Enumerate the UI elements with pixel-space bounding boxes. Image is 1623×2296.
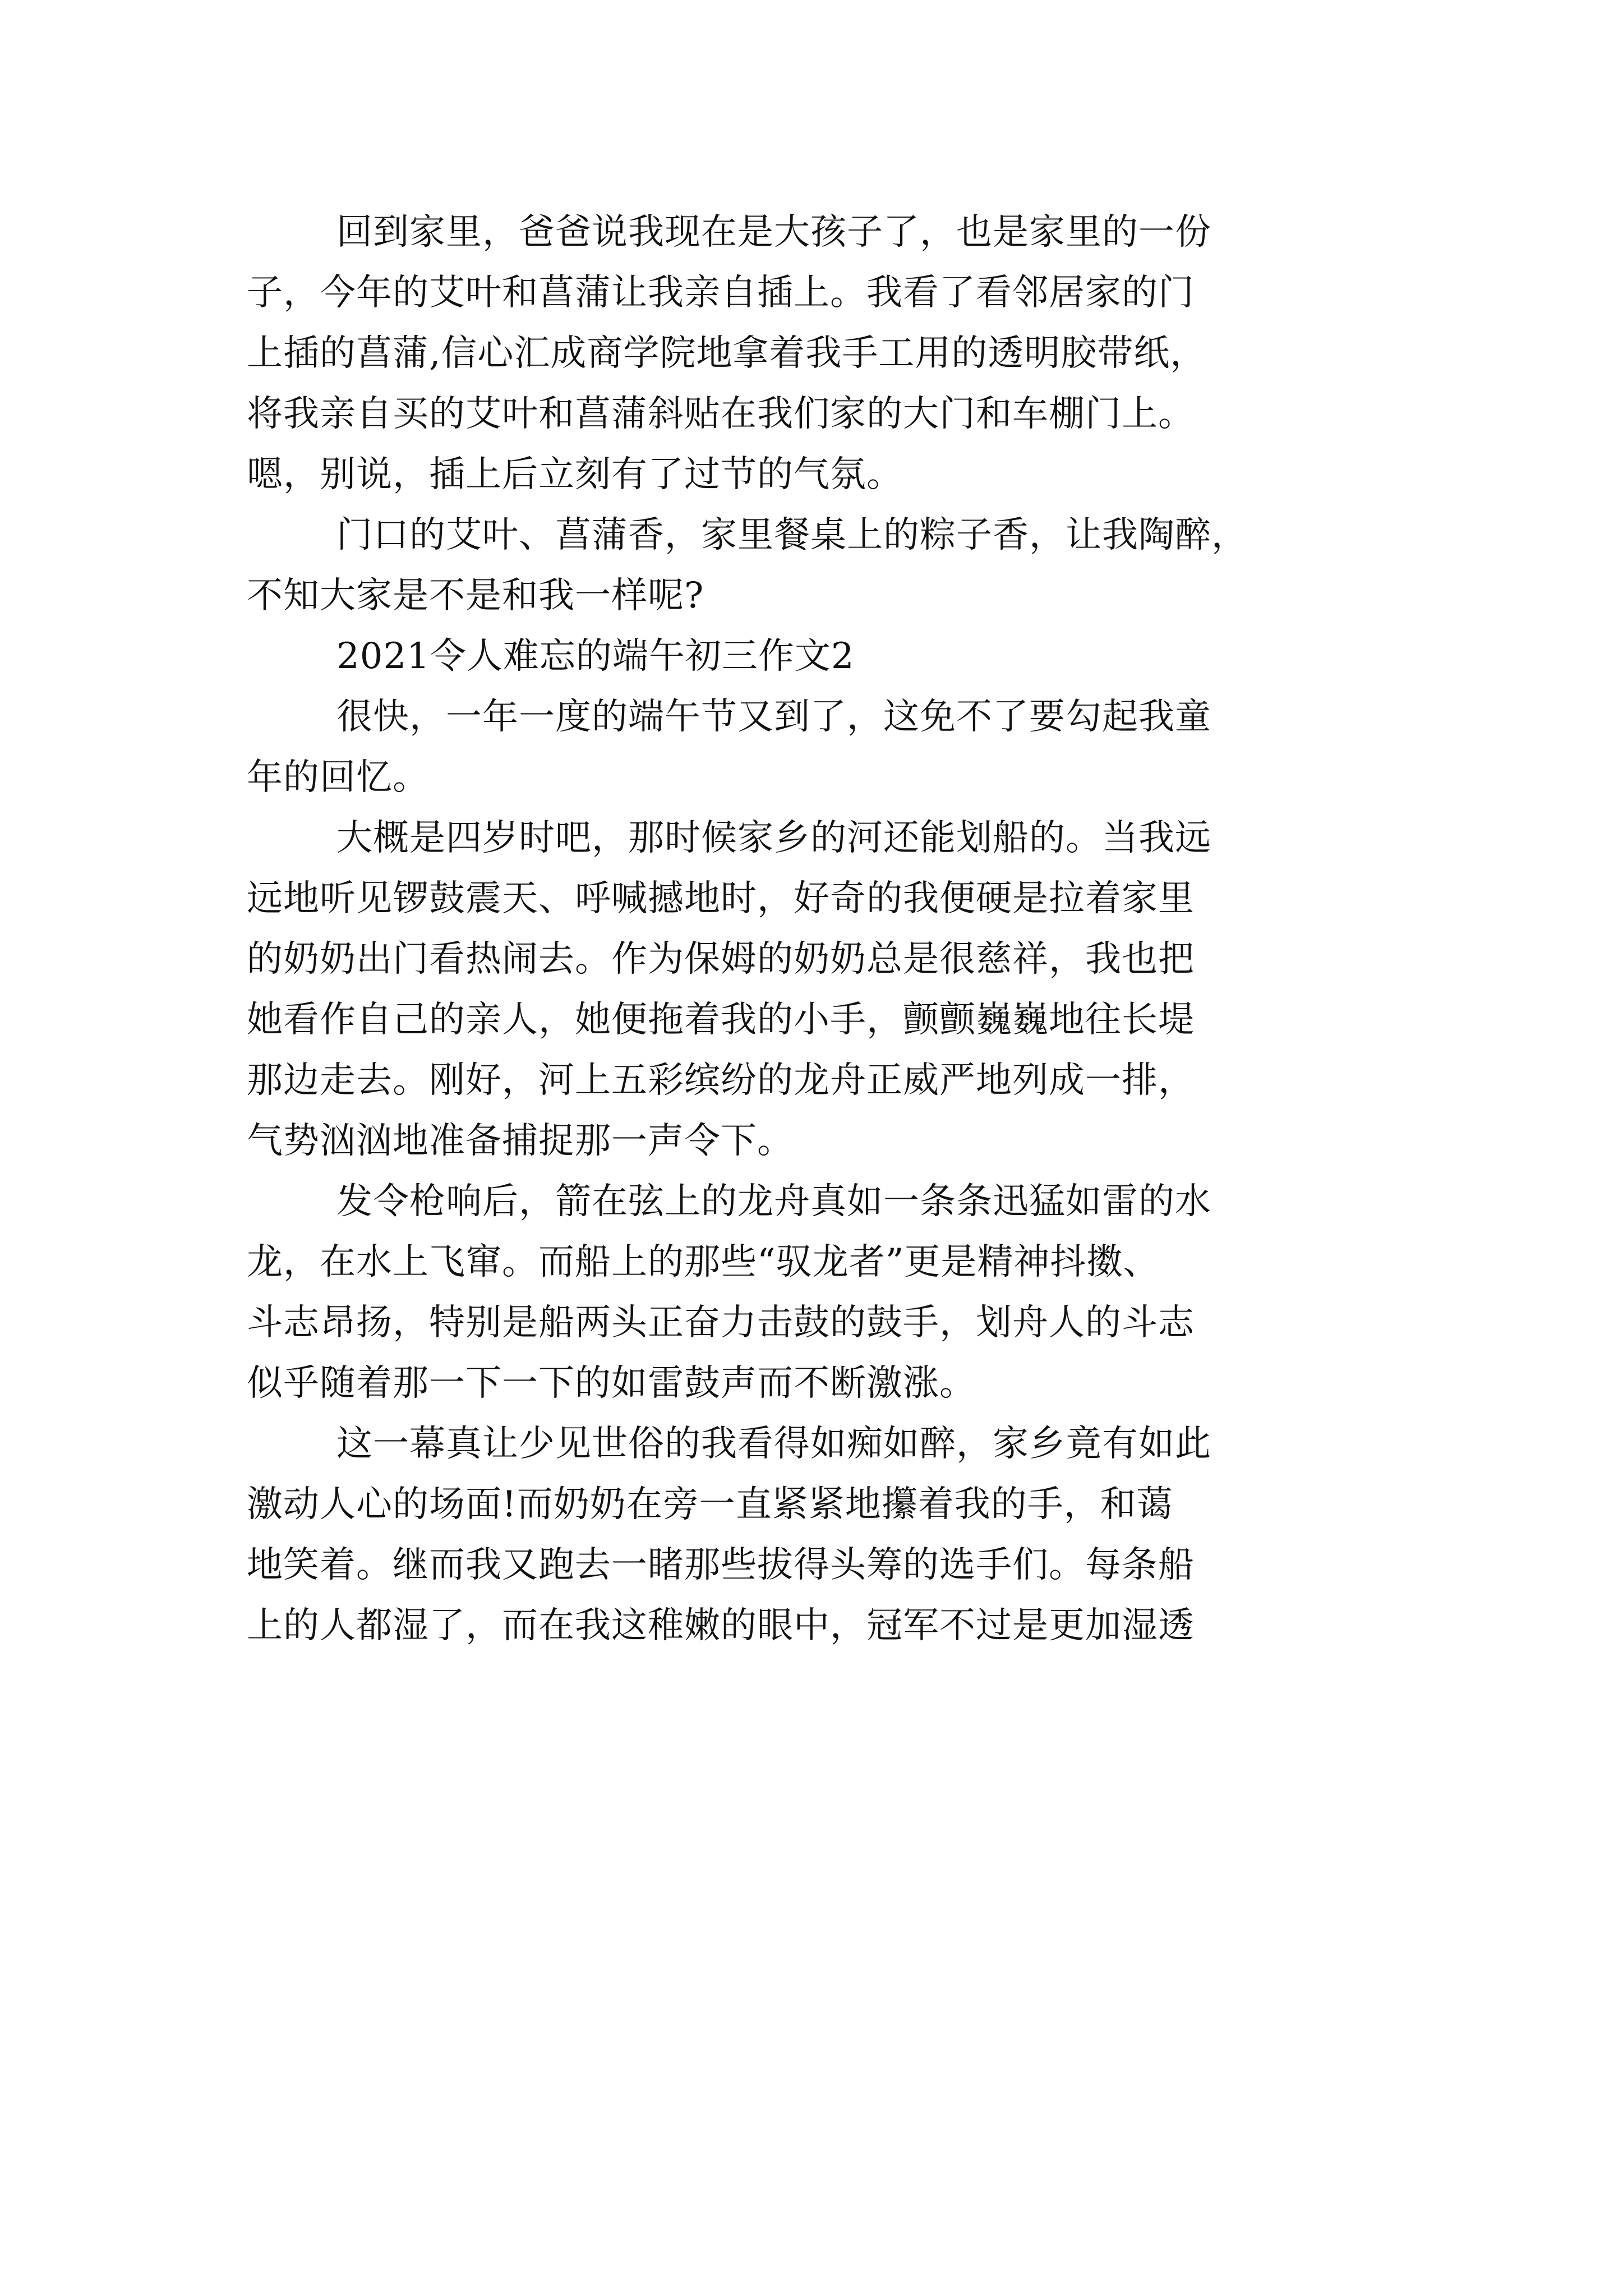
paragraph-4-line-5: 那边走去。刚好，河上五彩缤纷的龙舟正威严地列成一排， [247, 1060, 1195, 1101]
paragraph-6-line-1: 这一幕真让少见世俗的我看得如痴如醉，家乡竟有如此 [336, 1423, 1211, 1465]
paragraph-1-line-3: 上插的菖蒲,信心汇成商学院地拿着我手工用的透明胶带纸， [247, 333, 1207, 374]
paragraph-4-line-2: 远地听见锣鼓震天、呼喊撼地时，好奇的我便硬是拉着家里 [247, 878, 1195, 919]
paragraph-1-line-4: 将我亲自买的艾叶和菖蒲斜贴在我们家的大门和车棚门上。 [247, 393, 1195, 435]
document-body [247, 202, 1413, 1656]
paragraph-6-line-3: 地笑着。继而我又跑去一睹那些拔得头筹的选手们。每条船 [247, 1544, 1195, 1586]
paragraph-4-line-1: 大概是四岁时吧，那时候家乡的河还能划船的。当我远 [336, 817, 1211, 859]
paragraph-2-line-2: 不知大家是不是和我一样呢? [247, 575, 704, 616]
paragraph-4-line-3: 的奶奶出门看热闹去。作为保姆的奶奶总是很慈祥，我也把 [247, 938, 1195, 980]
paragraph-5-line-4: 似乎随着那一下一下的如雷鼓声而不断激涨。 [247, 1363, 976, 1404]
paragraph-1-line-2: 子，今年的艾叶和菖蒲让我亲自插上。我看了看邻居家的门 [247, 272, 1195, 314]
paragraph-2-line-1: 门口的艾叶、菖蒲香，家里餐桌上的粽子香，让我陶醉， [336, 514, 1248, 556]
paragraph-5-line-3: 斗志昂扬，特别是船两头正奋力击鼓的鼓手，划舟人的斗志 [247, 1302, 1195, 1343]
paragraph-3-line-1: 很快，一年一度的端午节又到了，这免不了要勾起我童 [336, 696, 1211, 738]
paragraph-5-line-2: 龙，在水上飞窜。而船上的那些“驭龙者”更是精神抖擞、 [247, 1241, 1160, 1283]
paragraph-6-line-4: 上的人都湿了，而在我这稚嫩的眼中，冠军不过是更加湿透 [247, 1605, 1195, 1646]
paragraph-5-line-1: 发令枪响后，箭在弦上的龙舟真如一条条迅猛如雷的水 [336, 1181, 1211, 1222]
paragraph-4-line-4: 她看作自己的亲人，她便拖着我的小手，颤颤巍巍地往长堤 [247, 999, 1195, 1041]
essay-title: 2021令人难忘的端午初三作文2 [336, 636, 855, 677]
paragraph-1-line-1: 回到家里，爸爸说我现在是大孩子了，也是家里的一份 [336, 211, 1211, 253]
paragraph-4-line-6: 气势汹汹地准备捕捉那一声令下。 [247, 1120, 794, 1162]
paragraph-6-line-2: 激动人心的场面!而奶奶在旁一直紧紧地攥着我的手，和蔼 [247, 1484, 1173, 1525]
paragraph-1-line-5: 嗯，别说，插上后立刻有了过节的气氛。 [247, 454, 903, 495]
paragraph-3-line-2: 年的回忆。 [247, 757, 429, 798]
